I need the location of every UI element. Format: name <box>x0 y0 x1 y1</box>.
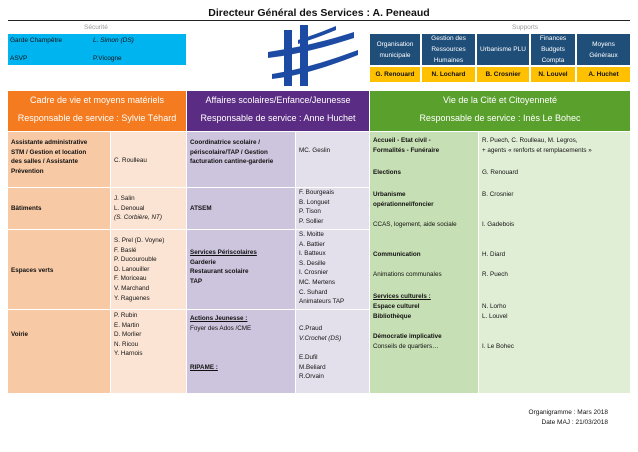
supports-label: Supports <box>512 24 539 31</box>
support-header-4: Finances Budgets Compta <box>531 34 575 65</box>
name-line: I. Crosnier <box>299 269 329 277</box>
name-line: V.Crochet (DS) <box>299 334 342 342</box>
support-name-3: B. Crosnier <box>477 67 529 82</box>
col1-row4-names <box>111 310 186 393</box>
col2-row2-label <box>187 188 295 229</box>
col2-row4-names <box>296 310 369 393</box>
name-line: S. Moitte <box>299 231 324 238</box>
title-divider <box>8 20 630 21</box>
label-line: Services Périscolaires <box>190 249 257 256</box>
securite-role-1: Garde Champêtre <box>10 37 63 44</box>
vie-cite-label: opérationnel/foncier <box>373 201 434 208</box>
vie-cite-names: H. Diard <box>482 251 506 258</box>
col3-names <box>479 132 630 393</box>
vie-cite-names: B. Crosnier <box>482 191 514 198</box>
ripame-label: RIPAME : <box>190 364 218 372</box>
col1-title: Cadre de vie et moyens matériels <box>29 95 165 105</box>
vie-cite-label: Accueil - Etat civil - <box>373 137 431 144</box>
vie-cite-label: Espace culturel <box>373 303 420 310</box>
support-header-3: Urbanisme PLU <box>477 34 529 65</box>
name-line: F. Bourgeais <box>299 189 335 196</box>
name-line: MC. Mertens <box>299 278 336 286</box>
vie-cite-label: Animations communales <box>373 271 442 278</box>
vie-cite-label: Formalités - Funéraire <box>373 147 440 154</box>
col1-row1-label <box>8 132 110 187</box>
name-line: C.Praud <box>299 325 323 332</box>
vie-cite-names: L. Louvel <box>482 313 508 320</box>
name-line: L. Denoual <box>114 204 145 212</box>
col2-row1-names <box>296 132 369 187</box>
label-line: Espaces verts <box>11 267 54 274</box>
vie-cite-label: Bibliothèque <box>373 313 412 320</box>
name-line: P. Sollier <box>299 217 324 225</box>
col1-row3-names <box>111 230 186 309</box>
vie-cite-label: Urbanisme <box>373 191 406 198</box>
col3-responsable: Responsable de service : Inès Le Bohec <box>419 113 581 123</box>
name-line: D. Lanouiller <box>114 265 150 273</box>
col2-title: Affaires scolaires/Enfance/Jeunesse <box>205 95 351 105</box>
support-name-1: G. Renouard <box>370 67 420 82</box>
vie-cite-label: Communication <box>373 251 421 258</box>
name-line: R.Orvain <box>299 373 324 381</box>
col2-row3-names <box>296 230 369 309</box>
vie-cite-names: R. Puech, C. Roulleau, M. Legros, <box>482 137 578 144</box>
name-line: Animateurs TAP <box>299 298 345 306</box>
name-line: B. Longuet <box>299 198 330 206</box>
label-line: ATSEM <box>190 205 212 212</box>
name-line: E.Dufil <box>299 354 318 362</box>
name-line: P. Ducourouble <box>114 256 157 264</box>
support-name-2: N. Lochard <box>422 67 475 82</box>
col1-row1-names <box>111 132 186 187</box>
col2-header <box>187 91 369 131</box>
label-line: Restaurant scolaire <box>190 268 249 276</box>
vie-cite-label: Elections <box>373 169 401 176</box>
municipal-logo <box>262 22 362 88</box>
securite-role-2: ASVP <box>10 55 28 62</box>
col2-row1-label <box>187 132 295 187</box>
securite-label: Sécurité <box>84 24 108 31</box>
col1-row2-names <box>111 188 186 229</box>
vie-cite-names: G. Renouard <box>482 169 519 176</box>
col1-row2-label <box>8 188 110 229</box>
label-line: Voirie <box>11 331 29 338</box>
page-title: Directeur Général des Services : A. Peneaud <box>208 7 430 19</box>
vie-cite-names: I. Gadebois <box>482 221 515 228</box>
vie-cite-names: R. Puech <box>482 271 508 278</box>
name-line: D. Morlier <box>114 331 142 339</box>
name-line: (S. Corbière, NT) <box>114 214 162 222</box>
vie-cite-label: Démocratie implicative <box>373 333 442 340</box>
name-line: F. Baslé <box>114 246 137 254</box>
support-name-4: N. Louvel <box>531 67 575 82</box>
col1-responsable: Responsable de service : Sylvie Téhard <box>17 113 177 123</box>
label-line: Foyer des Ados /CME <box>190 324 252 332</box>
col3-header <box>370 91 630 131</box>
label-line: Prévention <box>11 167 44 175</box>
name-line: Y. Harnois <box>114 350 143 358</box>
name-line: S. Desille <box>299 259 326 267</box>
label-line: Assistante administrative <box>11 139 88 146</box>
vie-cite-names: N. Lorho <box>482 303 507 310</box>
name-line: C. Roulleau <box>114 157 147 164</box>
name-line: C. Suhard <box>299 288 328 296</box>
label-line: périscolaire/TAP / Gestion <box>190 148 268 156</box>
label-line: Coordinatrice scolaire / <box>190 139 260 146</box>
label-line: Actions Jeunesse : <box>190 315 248 322</box>
name-line: N. Ricou <box>114 340 139 348</box>
col1-row3-label <box>8 230 110 309</box>
name-line: MC. Geslin <box>299 147 331 154</box>
securite-name-1: L. Simon (DS) <box>93 37 134 44</box>
name-line: A. Battier <box>299 240 325 248</box>
name-line: J. Salin <box>114 195 135 202</box>
label-line: STM / Gestion et location <box>11 148 87 156</box>
label-line: Bâtiments <box>11 205 42 212</box>
col3-labels <box>370 132 478 393</box>
name-line: P. Rubin <box>114 312 138 319</box>
footer-date-maj: Date MAJ : 21/03/2018 <box>541 419 608 426</box>
label-line: facturation cantine-garderie <box>190 158 274 166</box>
support-name-5: A. Huchet <box>577 67 630 82</box>
name-line: M.Beliard <box>299 363 326 371</box>
vie-cite-label: Conseils de quartiers… <box>373 343 439 350</box>
label-line: TAP <box>190 277 203 285</box>
name-line: S. Prel (D. Voyne) <box>114 237 165 244</box>
col2-row4-label <box>187 310 295 393</box>
label-line: des salles / Assistante <box>11 158 78 166</box>
vie-cite-label: CCAS, logement, aide sociale <box>373 221 457 228</box>
name-line: E. Martin <box>114 321 140 329</box>
name-line: P. Tison <box>299 208 321 216</box>
col2-row3-label <box>187 230 295 309</box>
name-line: F. Moriceau <box>114 275 147 283</box>
securite-box <box>8 34 186 65</box>
name-line: Y. Raguenes <box>114 294 150 302</box>
support-header-5: Moyens Généraux <box>577 34 630 65</box>
label-line: Garderie <box>190 258 216 266</box>
footer-organigramme: Organigramme : Mars 2018 <box>528 409 608 416</box>
support-header-1: Organisation municipale <box>370 34 420 65</box>
col2-row2-names <box>296 188 369 229</box>
name-line: I. Batteux <box>299 250 326 258</box>
name-line: V. Marchand <box>114 284 150 292</box>
col1-row4-label <box>8 310 110 393</box>
securite-name-2: P.Vicogne <box>93 55 122 62</box>
vie-cite-names: I. Le Bohec <box>482 343 514 350</box>
vie-cite-label: Services culturels : <box>373 293 431 300</box>
vie-cite-names: + agents « renforts et remplacements » <box>482 147 592 154</box>
col2-responsable: Responsable de service : Anne Huchet <box>200 113 356 123</box>
col3-title: Vie de la Cité et Citoyenneté <box>443 95 557 105</box>
col1-header <box>8 91 186 131</box>
support-header-2: Gestion des Ressources Humaines <box>422 34 475 65</box>
